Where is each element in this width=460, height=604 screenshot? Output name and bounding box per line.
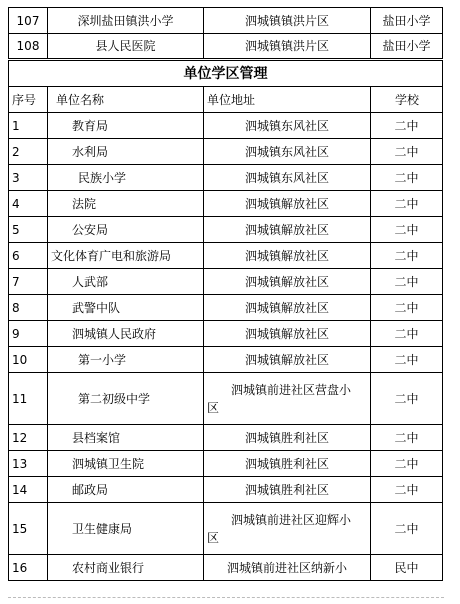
table-row [9, 321, 443, 347]
unit-address: 泗城镇解放社区 [204, 295, 371, 321]
table-row [9, 217, 443, 243]
unit-address: 泗城镇解放社区 [204, 347, 371, 373]
row-number: 15 [9, 503, 48, 555]
unit-name: 第二初级中学 [48, 373, 204, 425]
school: 盐田小学 [371, 8, 443, 34]
table-row [9, 191, 443, 217]
unit-name: 县档案馆 [48, 425, 204, 451]
row-number: 13 [9, 451, 48, 477]
unit-address-line2: 区 [207, 400, 220, 415]
row-number: 10 [9, 347, 48, 373]
school: 二中 [371, 321, 443, 347]
table-row [9, 503, 443, 555]
table-row [9, 8, 443, 34]
table-row [9, 269, 443, 295]
school-district-table [8, 7, 443, 581]
row-number: 8 [9, 295, 48, 321]
header-no: 序号 [9, 87, 48, 113]
row-number: 12 [9, 425, 48, 451]
school: 二中 [371, 165, 443, 191]
unit-name: 民族小学 [48, 165, 204, 191]
header-row [9, 87, 443, 113]
unit-name: 武警中队 [48, 295, 204, 321]
school: 二中 [371, 373, 443, 425]
unit-name: 第一小学 [48, 347, 204, 373]
header-address: 单位地址 [204, 87, 371, 113]
table-row [9, 34, 443, 60]
unit-name: 法院 [48, 191, 204, 217]
unit-address: 泗城镇东风社区 [204, 139, 371, 165]
table-row [9, 373, 443, 425]
unit-name: 泗城镇卫生院 [48, 451, 204, 477]
unit-name: 深圳盐田镇洪小学 [48, 8, 204, 34]
unit-address: 泗城镇东风社区 [204, 113, 371, 139]
unit-address: 泗城镇解放社区 [204, 217, 371, 243]
table-row [9, 555, 443, 581]
school: 二中 [371, 295, 443, 321]
school: 二中 [371, 243, 443, 269]
school: 二中 [371, 191, 443, 217]
unit-address-line2: 区 [207, 530, 220, 545]
row-number: 16 [9, 555, 48, 581]
unit-address: 泗城镇胜利社区 [204, 477, 371, 503]
table-row [9, 113, 443, 139]
row-number: 3 [9, 165, 48, 191]
unit-name: 人武部 [48, 269, 204, 295]
school: 二中 [371, 425, 443, 451]
unit-address-line1: 泗城镇前进社区营盘小 [231, 382, 352, 397]
unit-name: 文化体育广电和旅游局 [48, 243, 204, 269]
row-number: 6 [9, 243, 48, 269]
unit-address: 泗城镇胜利社区 [204, 451, 371, 477]
unit-address [204, 373, 371, 425]
table-row [9, 451, 443, 477]
school: 二中 [371, 217, 443, 243]
section-title-row [9, 60, 443, 87]
table-row [9, 243, 443, 269]
unit-name: 邮政局 [48, 477, 204, 503]
school: 二中 [371, 477, 443, 503]
row-number: 9 [9, 321, 48, 347]
unit-address-line1: 泗城镇前进社区迎辉小 [231, 512, 352, 527]
school: 二中 [371, 347, 443, 373]
row-number: 108 [9, 34, 48, 60]
unit-address: 泗城镇解放社区 [204, 321, 371, 347]
unit-name: 卫生健康局 [48, 503, 204, 555]
unit-address: 泗城镇解放社区 [204, 269, 371, 295]
school: 二中 [371, 503, 443, 555]
row-number: 5 [9, 217, 48, 243]
unit-name: 县人民医院 [48, 34, 204, 60]
table-row [9, 165, 443, 191]
unit-name: 农村商业银行 [48, 555, 204, 581]
table-row [9, 477, 443, 503]
unit-name: 泗城镇人民政府 [48, 321, 204, 347]
header-name: 单位名称 [48, 87, 204, 113]
header-school: 学校 [371, 87, 443, 113]
row-number: 14 [9, 477, 48, 503]
row-number: 2 [9, 139, 48, 165]
unit-name: 水利局 [48, 139, 204, 165]
unit-address: 泗城镇镇洪片区 [204, 8, 371, 34]
row-number: 107 [9, 8, 48, 34]
row-number: 1 [9, 113, 48, 139]
row-number: 4 [9, 191, 48, 217]
unit-address [204, 503, 371, 555]
school: 盐田小学 [371, 34, 443, 60]
section-title: 单位学区管理 [9, 60, 443, 87]
unit-address: 泗城镇解放社区 [204, 243, 371, 269]
unit-address: 泗城镇解放社区 [204, 191, 371, 217]
page-cut-line [8, 597, 444, 598]
table-row [9, 347, 443, 373]
row-number: 11 [9, 373, 48, 425]
table-row [9, 139, 443, 165]
school: 二中 [371, 451, 443, 477]
unit-address: 泗城镇前进社区纳新小 [204, 555, 371, 581]
school: 民中 [371, 555, 443, 581]
school: 二中 [371, 113, 443, 139]
unit-address: 泗城镇东风社区 [204, 165, 371, 191]
row-number: 7 [9, 269, 48, 295]
unit-address: 泗城镇胜利社区 [204, 425, 371, 451]
unit-name: 教育局 [48, 113, 204, 139]
table-row [9, 425, 443, 451]
school: 二中 [371, 269, 443, 295]
unit-name: 公安局 [48, 217, 204, 243]
unit-address: 泗城镇镇洪片区 [204, 34, 371, 60]
school: 二中 [371, 139, 443, 165]
table-row [9, 295, 443, 321]
